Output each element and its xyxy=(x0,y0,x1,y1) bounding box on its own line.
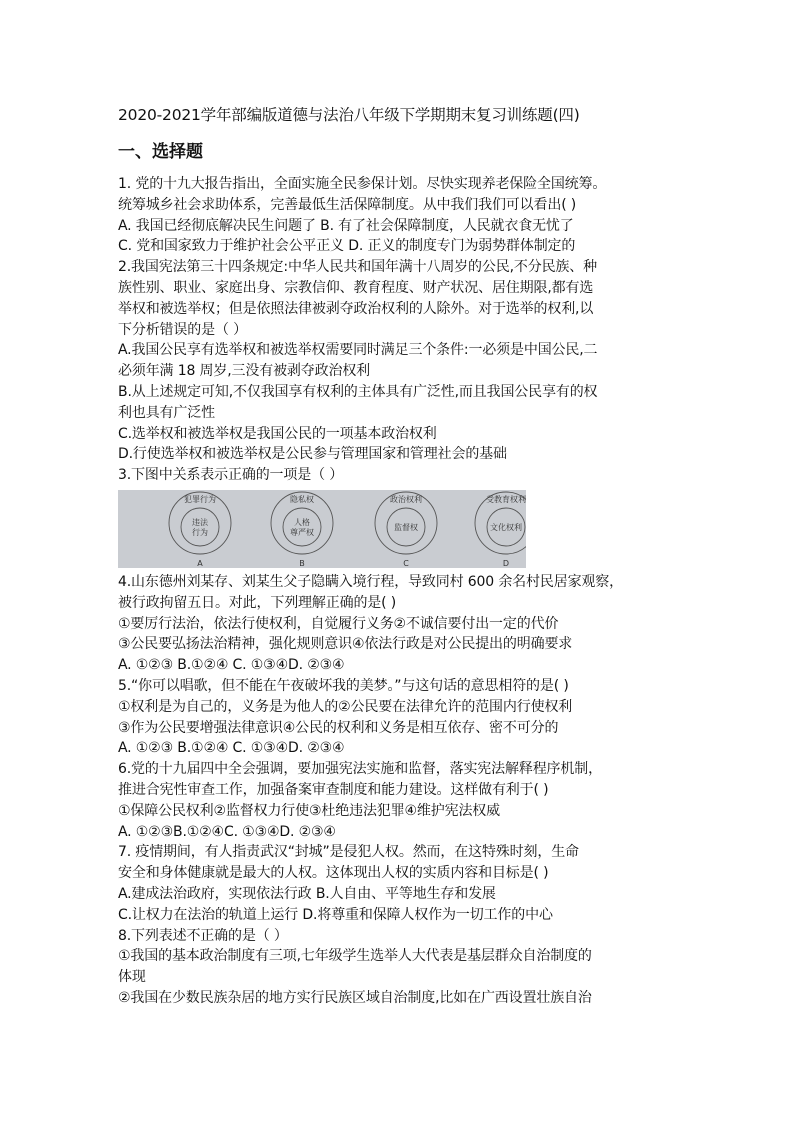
inner-label: 尊严权 xyxy=(290,527,314,537)
text-line: 3.下图中关系表示正确的一项是（ ） xyxy=(118,467,344,484)
outer-label: 犯罪行为 xyxy=(184,494,216,504)
statement-line: 体现 xyxy=(118,969,146,986)
text-line: 6.党的十九届四中全会强调，要加强宪法实施和监督，落实宪法解释程序机制， xyxy=(118,761,602,778)
inner-label: 监督权 xyxy=(394,522,418,532)
outer-label: 受教育权利 xyxy=(486,494,526,504)
text-line: 1. 党的十九大报告指出，全面实施全民参保计划。尽快实现养老保险全国统筹。 xyxy=(118,176,607,192)
inner-circle xyxy=(283,508,321,546)
outer-label: 政治权利 xyxy=(390,494,422,504)
statement-line: ①要厉行法治，依法行使权利，自觉履行义务②不诚信要付出一定的代价 xyxy=(118,615,559,632)
statement-line: ①我国的基本政治制度有三项,七年级学生选举人大代表是基层群众自治制度的 xyxy=(118,948,592,965)
question-5 xyxy=(118,676,688,759)
option-letter: C xyxy=(403,558,409,568)
text-line: 8.下列表述不正确的是（ ） xyxy=(118,927,288,944)
text-line: 被行政拘留五日。对此，下列理解正确的是( ) xyxy=(118,594,397,611)
text-line: 7. 疫情期间，有人指责武汉“封城”是侵犯人权。然而，在这特殊时刻，生命 xyxy=(118,844,579,861)
text-line: 下分析错误的是（ ） xyxy=(118,321,247,338)
option-line: A. ①②③B.①②④C. ①③④D. ②③④ xyxy=(118,823,336,840)
option-line: A. ①②③ B.①②④ C. ①③④D. ②③④ xyxy=(118,740,345,757)
statement-line: ①保障公民权利②监督权力行使③杜绝违法犯罪④维护宪法权威 xyxy=(118,802,501,819)
statement-line: ②我国在少数民族杂居的地方实行民族区域自治制度,比如在广西设置壮族自治 xyxy=(118,989,592,1006)
inner-circle xyxy=(181,508,219,546)
text-line: 安全和身体健康就是最大的人权。这体现出人权的实质内容和目标是( ) xyxy=(118,865,549,882)
option-letter: A xyxy=(197,558,203,568)
inner-label: 文化权利 xyxy=(490,522,522,532)
text-line: 举权和被选举权；但是依照法律被剥夺政治权利的人除外。对于选举的权利,以 xyxy=(118,300,594,317)
inner-label: 行为 xyxy=(192,527,208,537)
question-4 xyxy=(118,572,688,676)
text-line: 2.我国宪法第三十四条规定:中华人民共和国年满十八周岁的公民,不分民族、种 xyxy=(118,259,597,276)
question-2 xyxy=(118,257,688,465)
text-line: 推进合宪性审查工作，加强备案审查制度和能力建设。这样做有利于( ) xyxy=(118,781,549,798)
option-line: A.建成法治政府，实现依法行政 B.人自由、平等地生存和发展 xyxy=(118,885,496,902)
statement-line: ③作为公民要增强法律意识④公民的权利和义务是相互依存、密不可分的 xyxy=(118,719,559,736)
option-line: 必须年满 18 周岁,三没有被剥夺政治权利 xyxy=(118,363,371,380)
document-title: 2020-2021学年部编版道德与法治八年级下学期期末复习训练题(四) xyxy=(118,106,580,124)
option-letter: D xyxy=(502,558,510,568)
option-line: B.从上述规定可知,不仅我国享有权利的主体具有广泛性,而且我国公民享有的权 xyxy=(118,383,598,400)
option-line: A. 我国已经彻底解决民生问题了 B. 有了社会保障制度，人民就衣食无忧了 xyxy=(118,217,574,234)
text-line: 统筹城乡社会求助体系，完善最低生活保障制度。从中我们我们可以看出( ) xyxy=(118,196,577,213)
option-line: A. ①②③ B.①②④ C. ①③④D. ②③④ xyxy=(118,657,345,674)
option-line: C.让权力在法治的轨道上运行 D.将尊重和保障人权作为一切工作的中心 xyxy=(118,906,553,923)
option-line: D.行使选举权和被选举权是公民参与管理国家和管理社会的基础 xyxy=(118,446,507,463)
question-8 xyxy=(118,926,688,1009)
option-line: C.选举权和被选举权是我国公民的一项基本政治权利 xyxy=(118,425,437,442)
text-line: 5.“你可以唱歌，但不能在午夜破坏我的美梦。”与这句话的意思相符的是( ) xyxy=(118,677,569,694)
option-line: C. 党和国家致力于维护社会公平正义 D. 正义的制度专门为弱势群体制定的 xyxy=(118,238,576,255)
concentric-circles-figure xyxy=(118,490,526,568)
question-7 xyxy=(118,842,688,925)
option-line: A.我国公民享有选举权和被选举权需要同时满足三个条件:一必须是中国公民,二 xyxy=(118,342,598,359)
text-line: 4.山东德州刘某存、刘某生父子隐瞒入境行程，导致同村 600 余名村民居家观察， xyxy=(118,573,623,590)
question-3 xyxy=(118,465,688,568)
circles-diagram xyxy=(118,490,526,568)
question-1 xyxy=(118,174,688,257)
section-heading: 一、选择题 xyxy=(118,142,203,162)
document-page xyxy=(118,104,688,1009)
option-letter: B xyxy=(299,558,305,568)
text-line: 族性别、职业、家庭出身、宗教信仰、教育程度、财产状况、居住期限,都有选 xyxy=(118,279,594,296)
statement-line: ①权利是为自己的，义务是为他人的②公民要在法律允许的范围内行使权利 xyxy=(118,698,573,715)
question-6 xyxy=(118,759,688,842)
option-line: 利也具有广泛性 xyxy=(118,404,215,421)
outer-label: 隐私权 xyxy=(290,494,314,504)
statement-line: ③公民要弘扬法治精神，强化规则意识④依法行政是对公民提出的明确要求 xyxy=(118,636,573,653)
inner-label: 违法 xyxy=(192,517,208,527)
inner-label: 人格 xyxy=(294,517,310,527)
